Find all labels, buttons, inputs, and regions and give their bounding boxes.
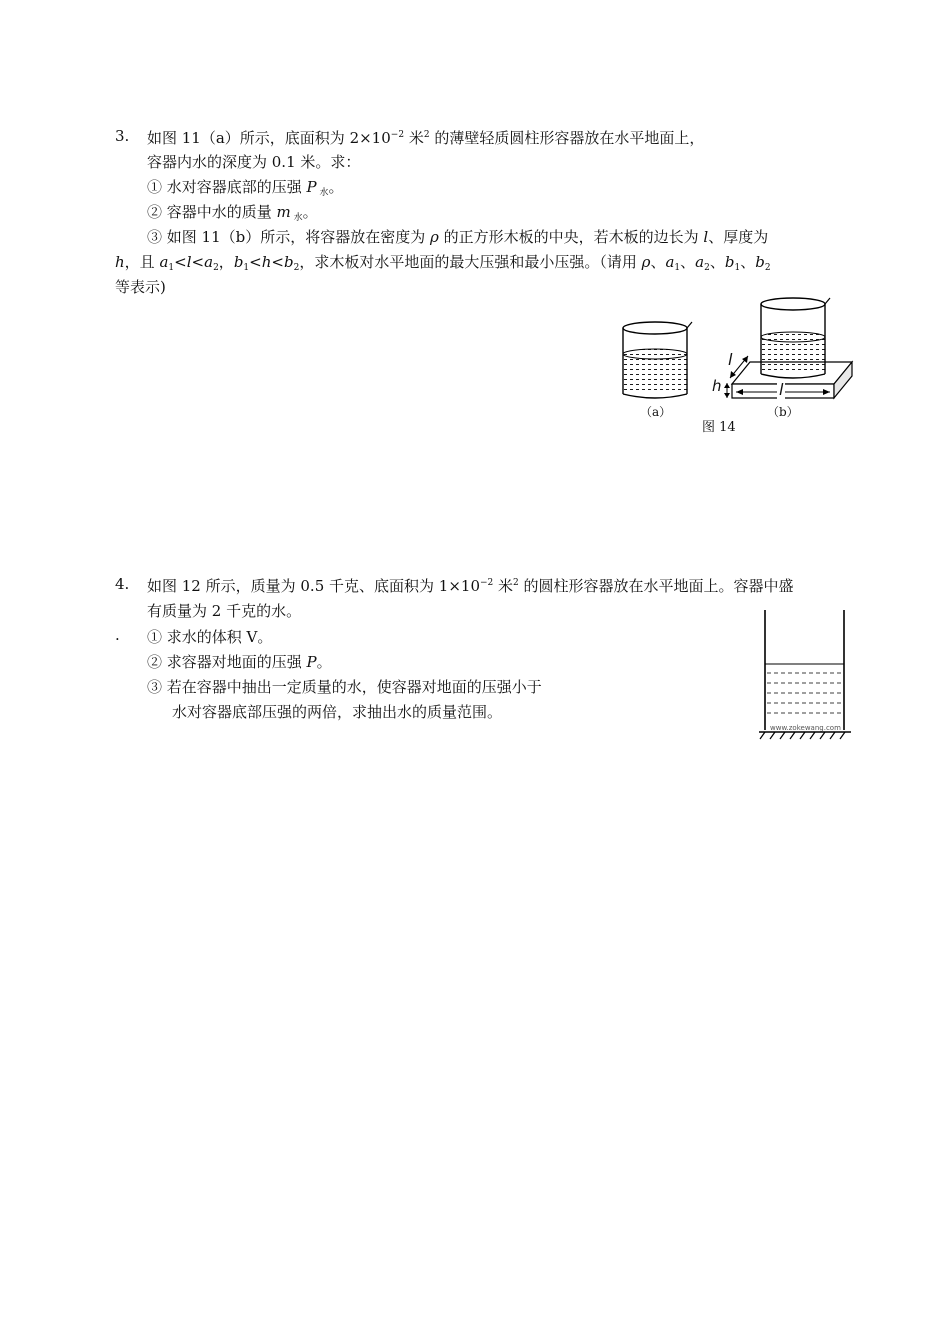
question-3-part-3-cont: h，且 $a_1<l<a_2$，$b_1<h<b_2$，求木板对水平地面的最大压强和最小压强。（请用 ρ、$a_1$、$a_2$、$b_1$、$b_2$ bbox=[115, 253, 771, 273]
beaker-a bbox=[623, 322, 692, 398]
question-3-line-2: 容器内水的深度为 0.1 米。求： bbox=[147, 153, 361, 171]
ground-hatch bbox=[760, 732, 845, 739]
figure-caption: 图 14 bbox=[702, 420, 736, 435]
question-3-part-2: ② 容器中水的质量 m $_水$。 bbox=[147, 203, 318, 223]
label-l-horizontal: l bbox=[779, 380, 784, 399]
question-4-part-1: ① 求水的体积 V。 bbox=[147, 628, 273, 646]
label-l-diagonal: l bbox=[728, 350, 733, 369]
question-4-line-1: 如图 12 所示，质量为 0.5 千克、底面积为 $1\times 10^{-2}$ 米$^2$ 的圆柱形容器放在水平地面上。容器中盛 bbox=[147, 577, 794, 595]
figure-label-b: （b） bbox=[767, 405, 799, 419]
watermark: www.zokewang.com bbox=[770, 724, 841, 732]
question-4-part-3: ③ 若在容器中抽出一定质量的水，使容器对地面的压强小于 bbox=[147, 678, 542, 696]
question-3-part-3: ③ 如图 11（b）所示，将容器放在密度为 ρ 的正方形木板的中央，若木板的边长为 l、厚度为 bbox=[147, 228, 769, 246]
question-3-figure bbox=[612, 292, 862, 414]
container-figure bbox=[755, 606, 855, 742]
question-4-line-2: 有质量为 2 千克的水。 bbox=[147, 602, 302, 620]
question-4-part-3-cont: 水对容器底部压强的两倍，求抽出水的质量范围。 bbox=[172, 703, 503, 721]
label-h: h bbox=[712, 377, 722, 395]
question-4-part-2: ② 求容器对地面的压强 P。 bbox=[147, 653, 332, 671]
question-3-number: 3. bbox=[115, 127, 130, 145]
question-3-part-1: ① 水对容器底部的压强 P $_水$。 bbox=[147, 178, 344, 198]
beaker-b bbox=[761, 298, 830, 378]
question-4-number: 4. bbox=[115, 575, 130, 593]
question-3-line-1: 如图 11（a）所示，底面积为 $2\times 10^{-2}$ 米$^2$ 的薄壁轻质圆柱形容器放在水平地面上， bbox=[147, 129, 705, 147]
figure-label-a: （a） bbox=[640, 405, 672, 419]
stray-dot: . bbox=[115, 626, 120, 644]
question-3-line-7: 等表示) bbox=[115, 278, 166, 296]
